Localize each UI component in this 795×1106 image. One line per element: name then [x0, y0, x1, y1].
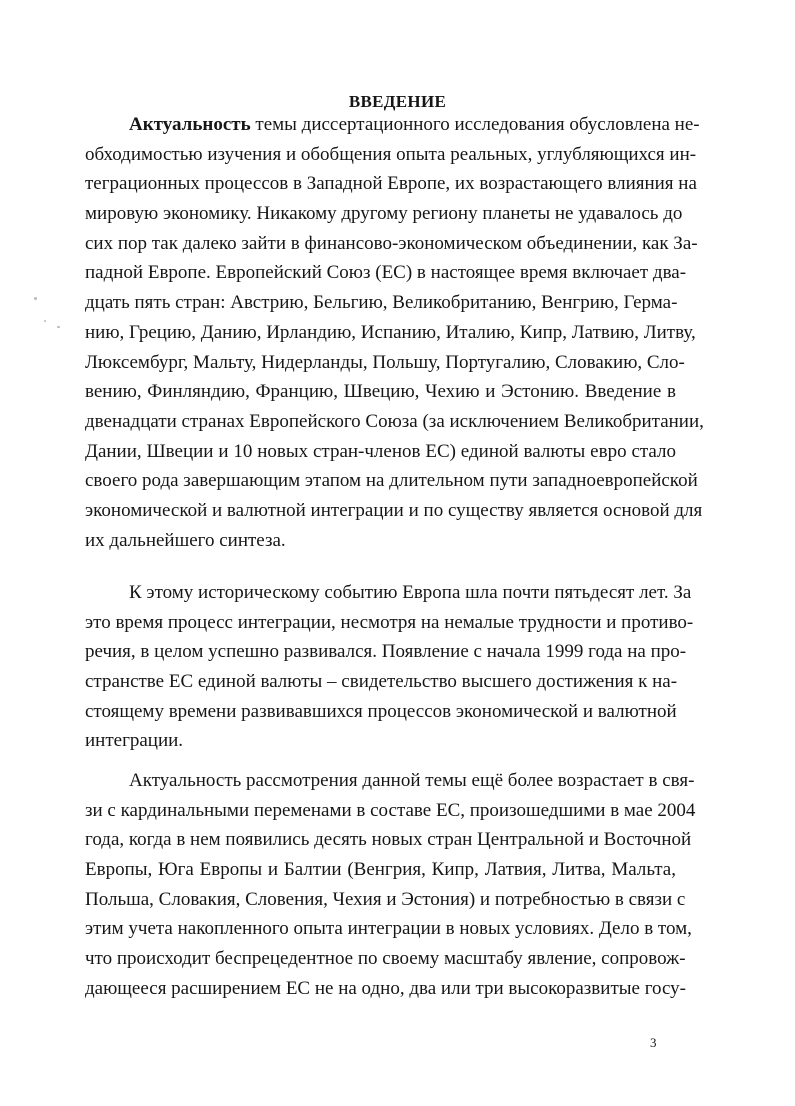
paragraph-line: экономической и валютной интеграции и по существу является основой для: [85, 499, 703, 521]
paragraph-line: Дании, Швеции и 10 новых стран-членов ЕС) единой валюты евро стало: [85, 440, 676, 462]
paragraph-line: стоящему времени развивавшихся процессов экономической и валютной: [85, 700, 677, 722]
paragraph-line: теграционных процессов в Западной Европе, их возрастающего влияния на: [85, 173, 697, 195]
paragraph-line: двенадцати странах Европейского Союза (за исключением Великобритании,: [85, 410, 704, 432]
scan-speck: [34, 297, 37, 300]
paragraph-line: Европы, Юга Европы и Балтии (Венгрия, Кипр, Латвия, Литва, Мальта,: [85, 859, 676, 881]
paragraph-line: своего рода завершающим этапом на длительном пути западноевропейской: [85, 470, 698, 492]
paragraph-line: что происходит беспрецедентное по своему масштабу явление, сопровож-: [85, 948, 686, 970]
paragraph-line: Актуальность темы диссертационного исследования обусловлена не-: [129, 114, 700, 135]
paragraph-line: речия, в целом успешно развивался. Появление с начала 1999 года на про-: [85, 641, 687, 663]
paragraph-line: дающееся расширением ЕС не на одно, два или три высокоразвитые госу-: [85, 977, 687, 999]
page-number: 3: [650, 1035, 657, 1050]
paragraph-line: вению, Финляндию, Францию, Швецию, Чехию и Эстонию. Введение в: [85, 381, 676, 403]
paragraph-line: сих пор так далеко зайти в финансово-экономическом объединении, как За-: [85, 232, 698, 254]
paragraph-line: странстве ЕС единой валюты – свидетельство высшего достижения к на-: [85, 671, 678, 693]
section-heading: ВВЕДЕНИЕ: [348, 92, 447, 111]
paragraph-enlargement: [85, 766, 696, 1004]
paragraph-line: их дальнейшего синтеза.: [85, 529, 286, 551]
paragraph-line: этим учета накопленного опыта интеграции в новых условиях. Дело в том,: [85, 918, 692, 940]
paragraph-line: обходимостью изучения и обобщения опыта реальных, углубляющихся ин-: [85, 143, 697, 165]
paragraph-relevance: [85, 110, 704, 555]
scan-speck: [44, 320, 46, 322]
paragraph-line: дцать пять стран: Австрию, Бельгию, Великобританию, Венгрию, Герма-: [85, 292, 678, 314]
paragraph-line: К этому историческому событию Европа шла почти пятьдесят лет. За: [129, 582, 692, 603]
paragraph-line: нию, Грецию, Данию, Ирландию, Испанию, Италию, Кипр, Латвию, Литву,: [85, 321, 696, 343]
paragraph-line: интеграции.: [85, 730, 184, 752]
paragraph-line: падной Европе. Европейский Союз (ЕС) в настоящее время включает два-: [85, 262, 687, 284]
paragraph-line: Польша, Словакия, Словения, Чехия и Эстония) и потребностью в связи с: [85, 888, 686, 910]
paragraph-history: [85, 578, 694, 756]
paragraph-line: зи с кардинальными переменами в составе ЕС, произошедшими в мае 2004: [85, 799, 696, 821]
paragraph-line: мировую экономику. Никакому другому региону планеты не удавалось до: [85, 203, 683, 225]
paragraph-line: Люксембург, Мальту, Нидерланды, Польшу, Португалию, Словакию, Сло-: [85, 351, 685, 373]
scan-speck: [57, 326, 60, 328]
lead-term: Актуальность: [129, 114, 251, 135]
paragraph-line: года, когда в нем появились десять новых стран Центральной и Восточной: [85, 829, 692, 851]
paragraph-line: это время процесс интеграции, несмотря на немалые трудности и противо-: [85, 611, 694, 633]
paragraph-line: Актуальность рассмотрения данной темы ещё более возрастает в свя-: [129, 770, 695, 791]
